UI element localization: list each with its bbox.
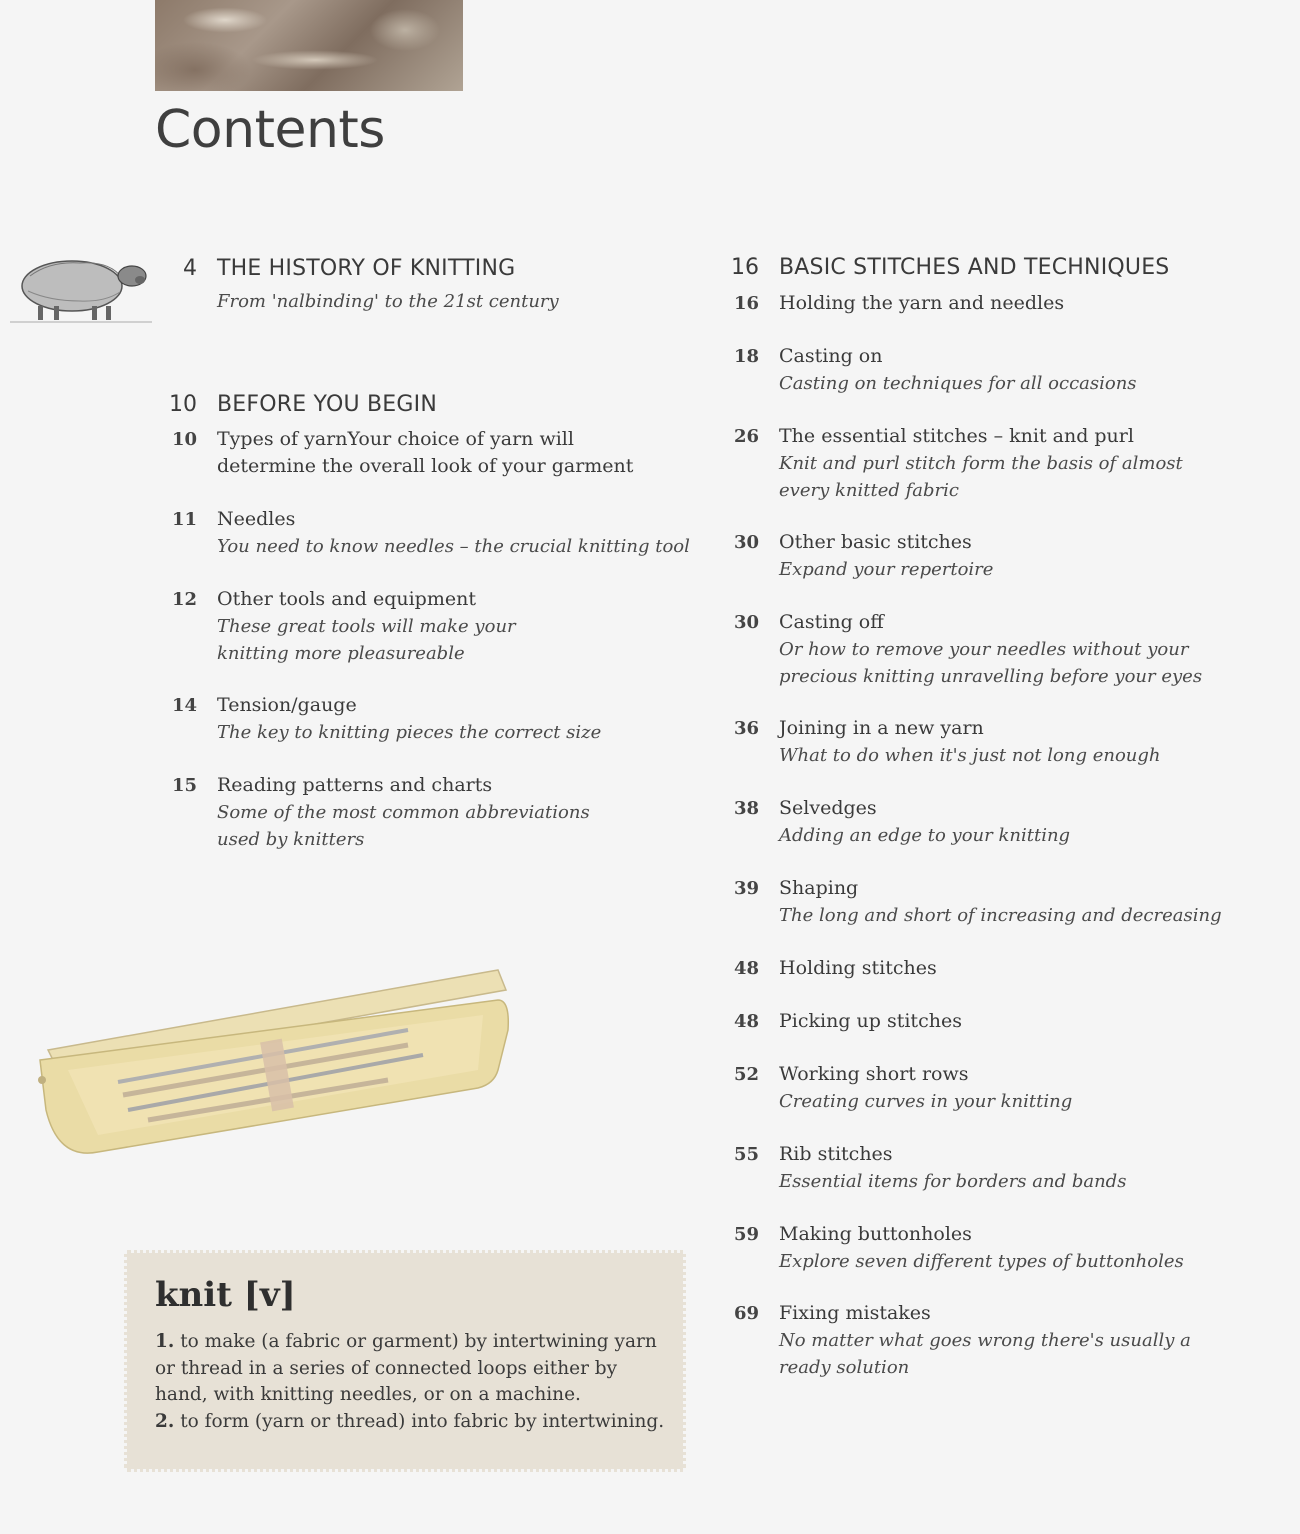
entry-title: Tension/gauge [217, 694, 357, 716]
entry-title: Fixing mistakes [779, 1302, 931, 1324]
toc-entry [171, 692, 602, 746]
definition-headword: knit [v] [155, 1275, 296, 1315]
entry-page-number: 14 [171, 695, 197, 716]
toc-entry [733, 955, 937, 982]
entry-title: Other tools and equipment [217, 588, 476, 610]
entry-subtitle: The long and short of increasing and decreasing [779, 905, 1222, 926]
section-title: BEFORE YOU BEGIN [217, 392, 437, 417]
entry-title: Holding the yarn and needles [779, 292, 1065, 314]
entry-page-number: 10 [171, 429, 197, 450]
page-title: Contents [155, 100, 385, 160]
section-page-number: 16 [731, 255, 759, 280]
entry-page-number: 30 [733, 532, 759, 553]
entry-page-number: 15 [171, 775, 197, 796]
sense-number: 2. [155, 1410, 175, 1432]
entry-page-number: 12 [171, 589, 197, 610]
entry-page-number: 48 [733, 1011, 759, 1032]
toc-entry [733, 1061, 1073, 1115]
entry-title: Shaping [779, 877, 859, 899]
entry-subtitle: Or how to remove your needles without your precious knitting unravelling before your eyes [779, 639, 1203, 687]
entry-subtitle: What to do when it's just not long enough [779, 745, 1161, 766]
entry-page-number: 18 [733, 346, 759, 367]
entry-title: Needles [217, 508, 296, 530]
entry-page-number: 59 [733, 1224, 759, 1245]
entry-page-number: 69 [733, 1303, 759, 1324]
entry-subtitle: Expand your repertoire [779, 559, 994, 580]
entry-subtitle: Explore seven different types of buttonholes [779, 1251, 1184, 1272]
section-title: BASIC STITCHES AND TECHNIQUES [779, 255, 1170, 280]
entry-title: Working short rows [779, 1063, 969, 1085]
section-before-you-begin [169, 390, 437, 420]
entry-subtitle: Knit and purl stitch form the basis of almost every knitted fabric [779, 453, 1183, 501]
entry-subtitle: Some of the most common abbreviations used by knitters [217, 802, 590, 850]
definition-sense [155, 1329, 675, 1409]
entry-title: Other basic stitches [779, 531, 972, 553]
sheep-illustration [10, 246, 152, 326]
entry-title: Joining in a new yarn [779, 717, 984, 739]
toc-entry [733, 290, 1065, 317]
entry-title: Picking up stitches [779, 1010, 962, 1032]
toc-entry [733, 1141, 1127, 1195]
sense-text: to form (yarn or thread) into fabric by intertwining. [180, 1410, 665, 1432]
toc-entry [171, 506, 690, 560]
entry-title: The essential stitches – knit and purl [779, 425, 1134, 447]
entry-subtitle: Your choice of yarn will determine the overall look of your garment [217, 428, 634, 477]
entry-page-number: 30 [733, 612, 759, 633]
toc-entry [733, 715, 1161, 769]
definition-sense [155, 1409, 675, 1436]
toc-entry [733, 1221, 1184, 1275]
section-basic-stitches [731, 253, 1170, 283]
toc-entry [733, 423, 1229, 504]
entry-title: Selvedges [779, 797, 877, 819]
toc-entry [171, 772, 637, 853]
section-page-number: 10 [169, 392, 197, 417]
yarn-photo [155, 0, 463, 91]
entry-subtitle: The key to knitting pieces the correct size [217, 722, 602, 743]
needle-case-illustration [28, 960, 518, 1160]
sense-number: 1. [155, 1331, 175, 1352]
entry-page-number: 26 [733, 426, 759, 447]
entry-subtitle: No matter what goes wrong there's usually a ready solution [779, 1330, 1191, 1378]
entry-title: Casting off [779, 611, 884, 633]
entry-subtitle: Essential items for borders and bands [779, 1171, 1127, 1192]
entry-subtitle: These great tools will make your knitting more pleasureable [217, 616, 516, 664]
definition-body [155, 1329, 675, 1435]
entry-page-number: 36 [733, 718, 759, 739]
section-subtitle: From 'nalbinding' to the 21st century [217, 291, 559, 312]
toc-entry [733, 1300, 1199, 1381]
section-title: THE HISTORY OF KNITTING [217, 256, 516, 281]
toc-entry [733, 343, 1137, 397]
toc-entry [733, 609, 1259, 690]
section-page-number: 4 [183, 256, 197, 281]
toc-entry [733, 795, 1071, 849]
entry-subtitle: You need to know needles – the crucial knitting tool [217, 536, 690, 557]
entry-title: Making buttonholes [779, 1223, 972, 1245]
toc-entry [733, 529, 994, 583]
entry-page-number: 55 [733, 1144, 759, 1165]
entry-page-number: 11 [171, 509, 197, 530]
entry-subtitle: Casting on techniques for all occasions [779, 373, 1137, 394]
entry-title: Casting on [779, 345, 883, 367]
entry-subtitle: Creating curves in your knitting [779, 1091, 1073, 1112]
entry-page-number: 52 [733, 1064, 759, 1085]
toc-entry [171, 426, 677, 480]
entry-page-number: 16 [733, 293, 759, 314]
toc-entry [733, 875, 1222, 929]
entry-title: Rib stitches [779, 1143, 893, 1165]
entry-page-number: 39 [733, 878, 759, 899]
entry-subtitle: Adding an edge to your knitting [779, 825, 1071, 846]
sense-text: to make (a fabric or garment) by intertwining yarn or thread in a series of connected loops either by hand, with knitting needles, or on a machine. [155, 1331, 657, 1405]
toc-entry [171, 586, 587, 667]
toc-entry [733, 1008, 962, 1035]
entry-title: Holding stitches [779, 957, 937, 979]
entry-title: Reading patterns and charts [217, 774, 493, 796]
entry-page-number: 48 [733, 958, 759, 979]
entry-page-number: 38 [733, 798, 759, 819]
definition-box [124, 1250, 686, 1472]
entry-title: Types of yarn [217, 428, 348, 450]
section-history [183, 254, 559, 315]
